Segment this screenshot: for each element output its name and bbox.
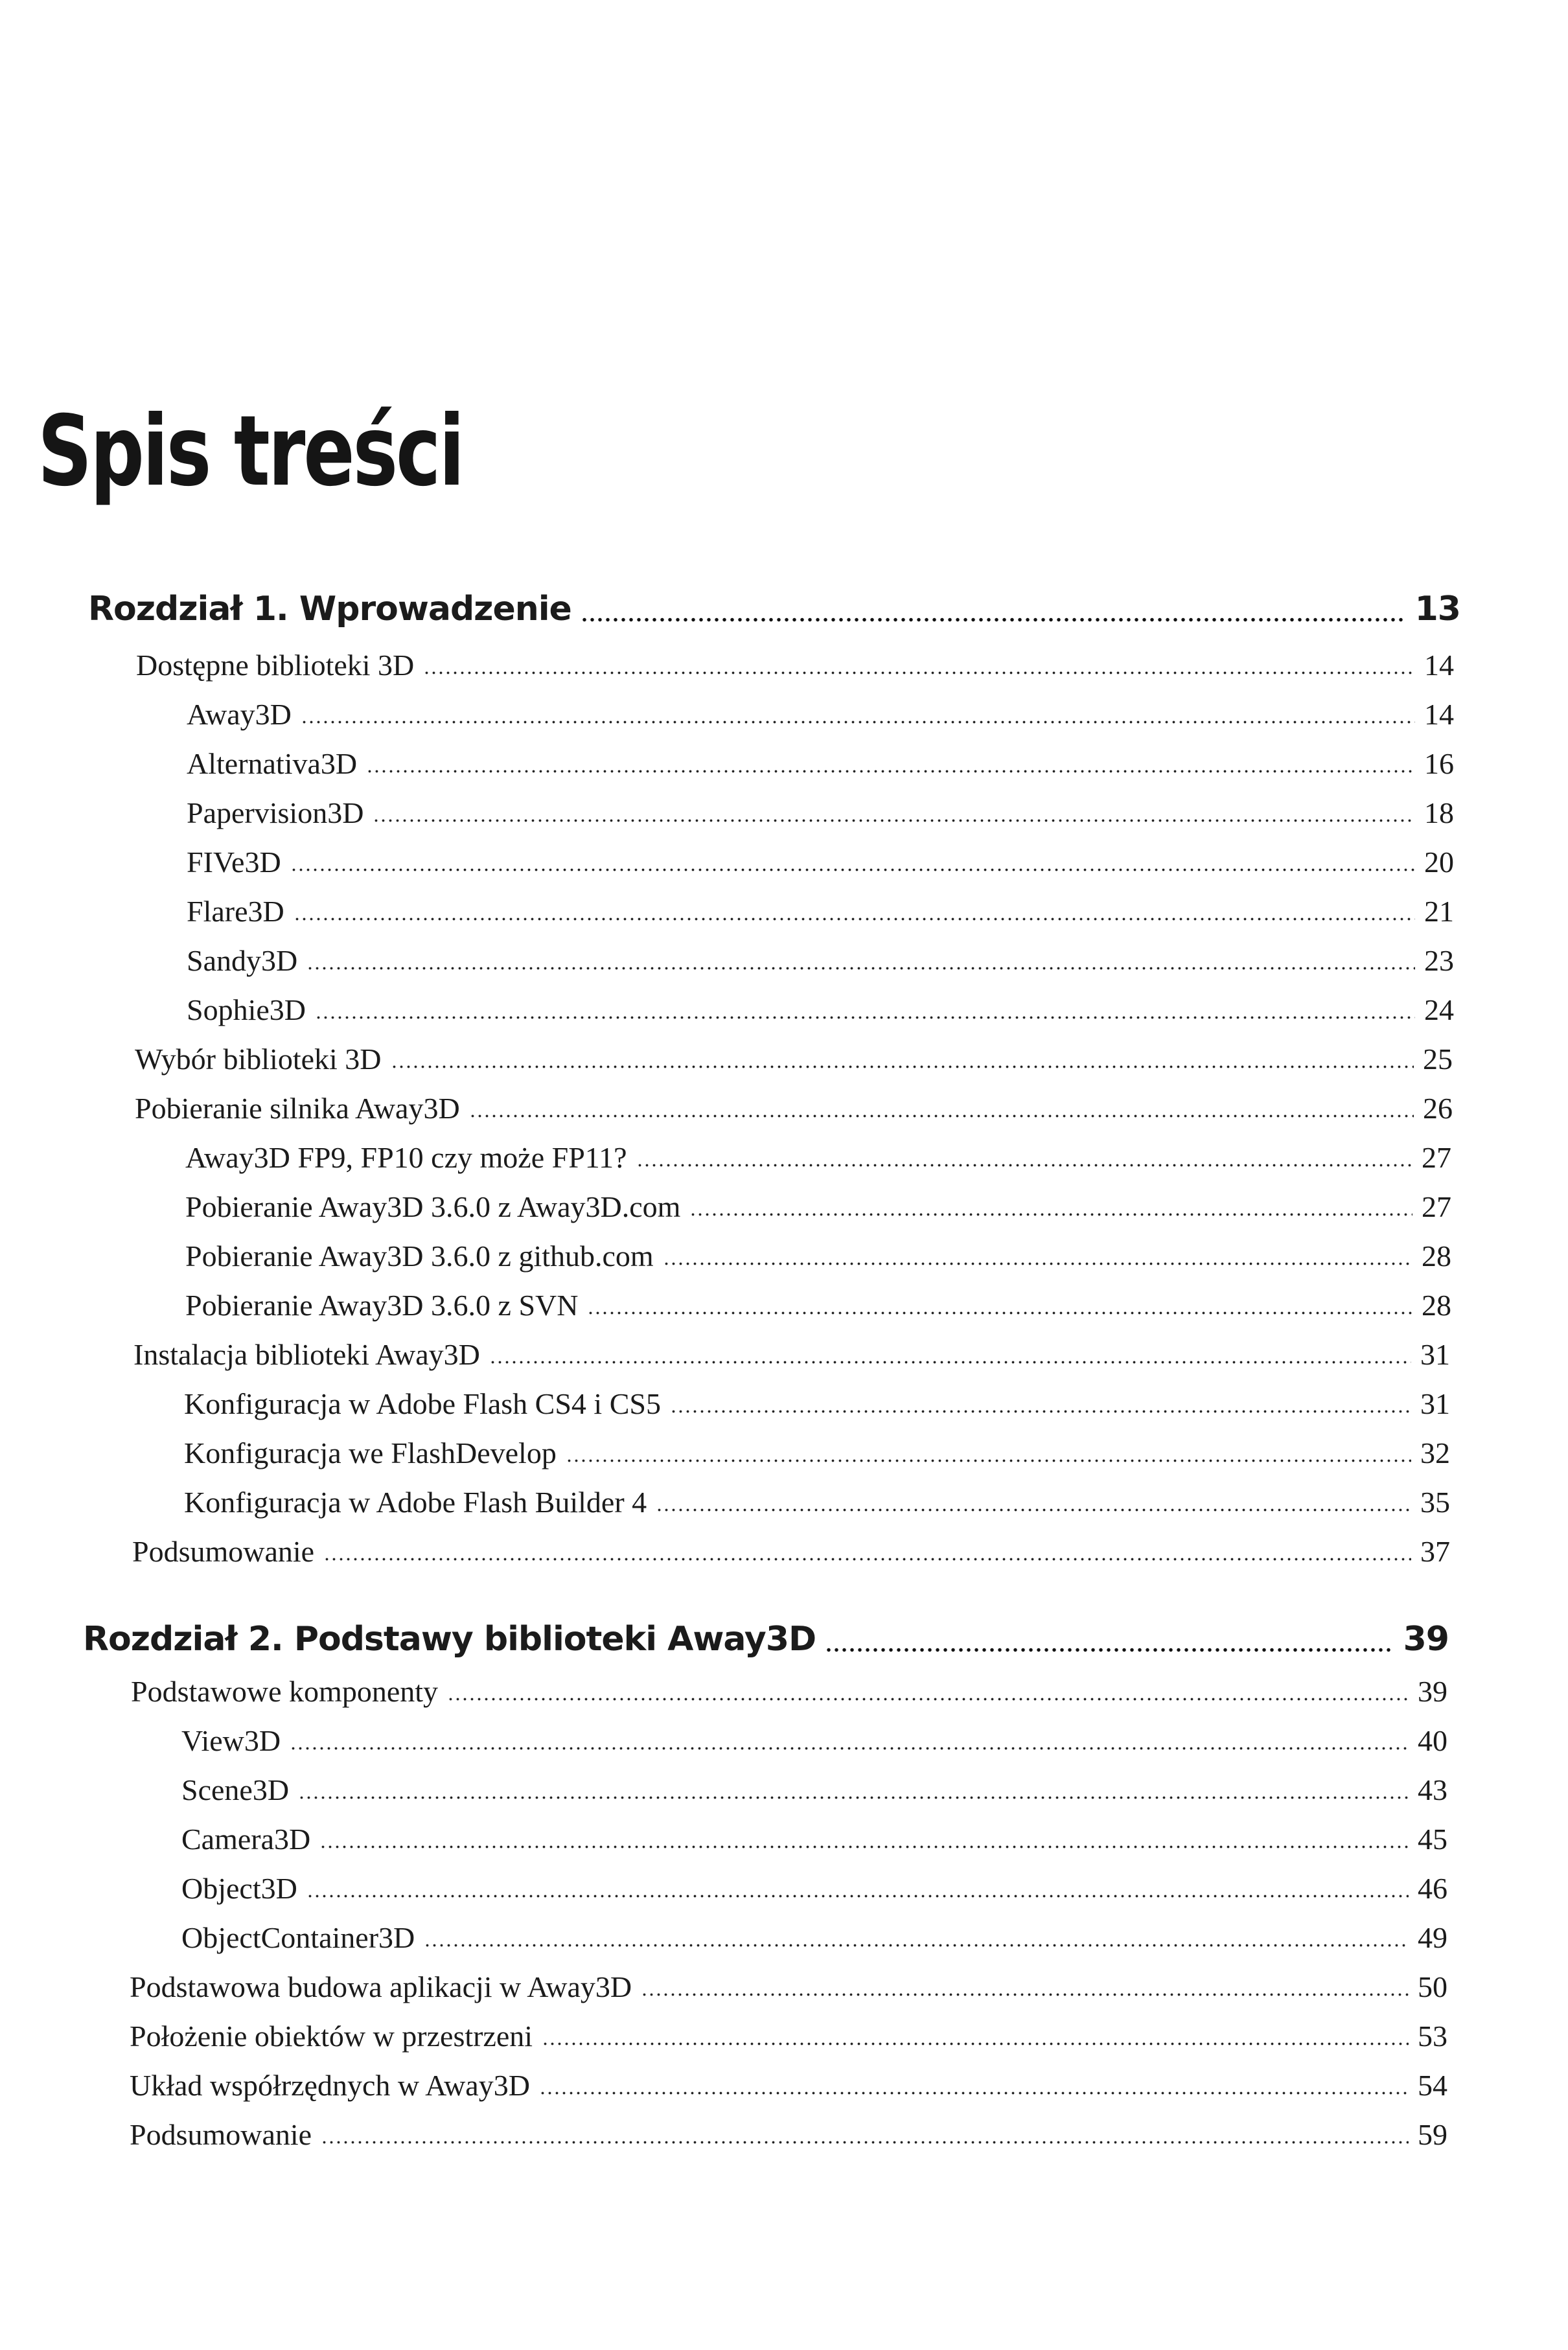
dot-leader xyxy=(670,1387,1411,1421)
toc-section[interactable] xyxy=(132,1534,1450,1569)
toc-entry-label: Away3D xyxy=(187,698,292,731)
toc-entry-label: Sophie3D xyxy=(187,993,306,1026)
toc-page-number: 46 xyxy=(1418,1872,1447,1905)
toc-entry-label: Scene3D xyxy=(181,1773,290,1806)
toc-subsection[interactable] xyxy=(187,943,1454,978)
dot-leader xyxy=(294,894,1415,928)
toc-page-number: 23 xyxy=(1424,944,1454,977)
toc-page-number: 27 xyxy=(1422,1141,1451,1174)
toc-subsection[interactable] xyxy=(181,1723,1447,1758)
toc-entry-label: Położenie obiektów w przestrzeni xyxy=(130,2020,533,2053)
toc-page-number: 26 xyxy=(1423,1092,1453,1125)
toc-page-number: 28 xyxy=(1422,1239,1451,1273)
toc-subsection[interactable] xyxy=(185,1288,1451,1322)
toc-subsection[interactable] xyxy=(181,1822,1447,1856)
dot-leader xyxy=(663,1239,1412,1273)
toc-subsection[interactable] xyxy=(185,1140,1451,1175)
toc-page-number: 59 xyxy=(1418,2118,1447,2151)
dot-leader xyxy=(581,590,1406,628)
dot-leader xyxy=(636,1140,1412,1175)
dot-leader xyxy=(373,796,1415,830)
toc-subsection[interactable] xyxy=(187,845,1454,879)
dot-leader xyxy=(542,2019,1409,2053)
toc-page-number: 37 xyxy=(1420,1535,1450,1568)
toc-section[interactable] xyxy=(136,648,1454,682)
dot-leader xyxy=(424,1920,1409,1955)
toc-page-number: 39 xyxy=(1418,1675,1447,1708)
toc-page-number: 16 xyxy=(1424,747,1454,780)
toc-subsection[interactable] xyxy=(184,1436,1450,1470)
toc-section[interactable] xyxy=(130,2117,1447,2152)
toc-page-number: 18 xyxy=(1424,796,1454,829)
toc-entry-label: Pobieranie Away3D 3.6.0 z SVN xyxy=(185,1289,579,1322)
toc-entry-label: View3D xyxy=(181,1724,281,1757)
dot-leader xyxy=(315,993,1415,1027)
toc-page-number: 24 xyxy=(1424,993,1454,1026)
dot-leader xyxy=(469,1091,1414,1125)
dot-leader xyxy=(689,1190,1412,1224)
toc-page-number: 50 xyxy=(1418,1970,1447,2003)
toc-subsection[interactable] xyxy=(187,746,1454,781)
toc-page-number: 13 xyxy=(1414,590,1460,628)
toc-page-number: 25 xyxy=(1423,1043,1453,1076)
toc-section[interactable] xyxy=(131,1674,1447,1709)
toc-entry-label: Away3D FP9, FP10 czy może FP11? xyxy=(185,1141,627,1174)
toc-page-number: 27 xyxy=(1422,1190,1451,1223)
toc-section[interactable] xyxy=(130,1970,1447,2004)
dot-leader xyxy=(566,1436,1411,1470)
toc-entry-label: Sandy3D xyxy=(187,944,298,977)
toc-page-number: 14 xyxy=(1424,649,1454,682)
dot-leader xyxy=(447,1674,1409,1709)
toc-page-number: 43 xyxy=(1418,1773,1447,1806)
toc-page-number: 28 xyxy=(1422,1289,1451,1322)
toc-entry-label: Konfiguracja we FlashDevelop xyxy=(184,1436,557,1469)
toc-entry-label: Wybór biblioteki 3D xyxy=(135,1043,382,1076)
toc-page-number: 40 xyxy=(1418,1724,1447,1757)
toc-entry-label: Podsumowanie xyxy=(132,1535,315,1568)
toc-entry-label: Papervision3D xyxy=(187,796,364,829)
dot-leader xyxy=(301,697,1415,731)
dot-leader xyxy=(587,1288,1412,1322)
toc-entry-label: Object3D xyxy=(181,1872,297,1905)
toc-entry-label: Konfiguracja w Adobe Flash Builder 4 xyxy=(184,1486,647,1519)
toc-page-number: 45 xyxy=(1418,1823,1447,1856)
toc-section[interactable] xyxy=(130,2068,1447,2102)
toc-subsection[interactable] xyxy=(185,1239,1451,1273)
toc-chapter-2[interactable] xyxy=(83,1620,1449,1659)
dot-leader xyxy=(321,2117,1409,2152)
toc-subsection[interactable] xyxy=(187,697,1454,731)
dot-leader xyxy=(290,1723,1409,1758)
dot-leader xyxy=(306,1871,1409,1906)
toc-subsection[interactable] xyxy=(187,796,1454,830)
toc-page-number: 32 xyxy=(1420,1436,1450,1469)
toc-subsection[interactable] xyxy=(187,993,1454,1027)
toc-section[interactable] xyxy=(135,1042,1453,1076)
toc-chapter-label: Rozdział 1. Wprowadzenie xyxy=(88,590,571,628)
dot-leader xyxy=(306,943,1415,978)
toc-entry-label: Konfiguracja w Adobe Flash CS4 i CS5 xyxy=(184,1387,661,1420)
dot-leader xyxy=(656,1485,1411,1519)
toc-subsection[interactable] xyxy=(184,1485,1450,1519)
toc-page-number: 39 xyxy=(1403,1620,1449,1659)
dot-leader xyxy=(539,2068,1409,2102)
toc-entry-label: Dostępne biblioteki 3D xyxy=(136,649,415,682)
toc-entry-label: Pobieranie Away3D 3.6.0 z github.com xyxy=(185,1239,654,1273)
toc-entry-label: ObjectContainer3D xyxy=(181,1921,415,1954)
dot-leader xyxy=(489,1337,1411,1372)
dot-leader xyxy=(319,1822,1409,1856)
toc-subsection[interactable] xyxy=(181,1920,1447,1955)
toc-section[interactable] xyxy=(135,1091,1453,1125)
toc-page-number: 31 xyxy=(1420,1387,1450,1420)
dot-leader xyxy=(290,845,1415,879)
dot-leader xyxy=(825,1620,1394,1659)
page-title: Spis treści xyxy=(38,395,463,508)
toc-entry-label: Camera3D xyxy=(181,1823,311,1856)
toc-entry-label: Podstawowe komponenty xyxy=(131,1675,439,1708)
toc-page-number: 53 xyxy=(1418,2020,1447,2053)
toc-page-number: 31 xyxy=(1420,1338,1450,1371)
toc-entry-label: Alternativa3D xyxy=(187,747,358,780)
toc-subsection[interactable] xyxy=(181,1871,1447,1906)
toc-entry-label: FIVe3D xyxy=(187,846,281,879)
toc-page-number: 49 xyxy=(1418,1921,1447,1954)
dot-leader xyxy=(323,1534,1411,1569)
toc-section[interactable] xyxy=(133,1337,1450,1372)
toc-subsection[interactable] xyxy=(187,894,1454,928)
dot-leader xyxy=(366,746,1415,781)
toc-chapter-1[interactable] xyxy=(88,590,1460,628)
toc-section[interactable] xyxy=(130,2019,1447,2053)
toc-page-number: 35 xyxy=(1420,1486,1450,1519)
toc-entry-label: Podsumowanie xyxy=(130,2118,312,2151)
dot-leader xyxy=(298,1773,1409,1807)
toc-subsection[interactable] xyxy=(184,1387,1450,1421)
toc-entry-label: Instalacja biblioteki Away3D xyxy=(133,1338,480,1371)
dot-leader xyxy=(391,1042,1414,1076)
toc-subsection[interactable] xyxy=(181,1773,1447,1807)
toc-page-number: 14 xyxy=(1424,698,1454,731)
toc-chapter-label: Rozdział 2. Podstawy biblioteki Away3D xyxy=(83,1620,816,1659)
toc-page-number: 54 xyxy=(1418,2069,1447,2102)
toc-entry-label: Pobieranie silnika Away3D xyxy=(135,1092,460,1125)
toc-entry-label: Układ współrzędnych w Away3D xyxy=(130,2069,530,2102)
toc-entry-label: Pobieranie Away3D 3.6.0 z Away3D.com xyxy=(185,1190,681,1223)
toc-subsection[interactable] xyxy=(185,1190,1451,1224)
dot-leader xyxy=(641,1970,1409,2004)
toc-entry-label: Flare3D xyxy=(187,895,284,928)
toc-page-number: 21 xyxy=(1424,895,1454,928)
toc-page-number: 20 xyxy=(1424,846,1454,879)
dot-leader xyxy=(423,648,1415,682)
toc-entry-label: Podstawowa budowa aplikacji w Away3D xyxy=(130,1970,632,2003)
